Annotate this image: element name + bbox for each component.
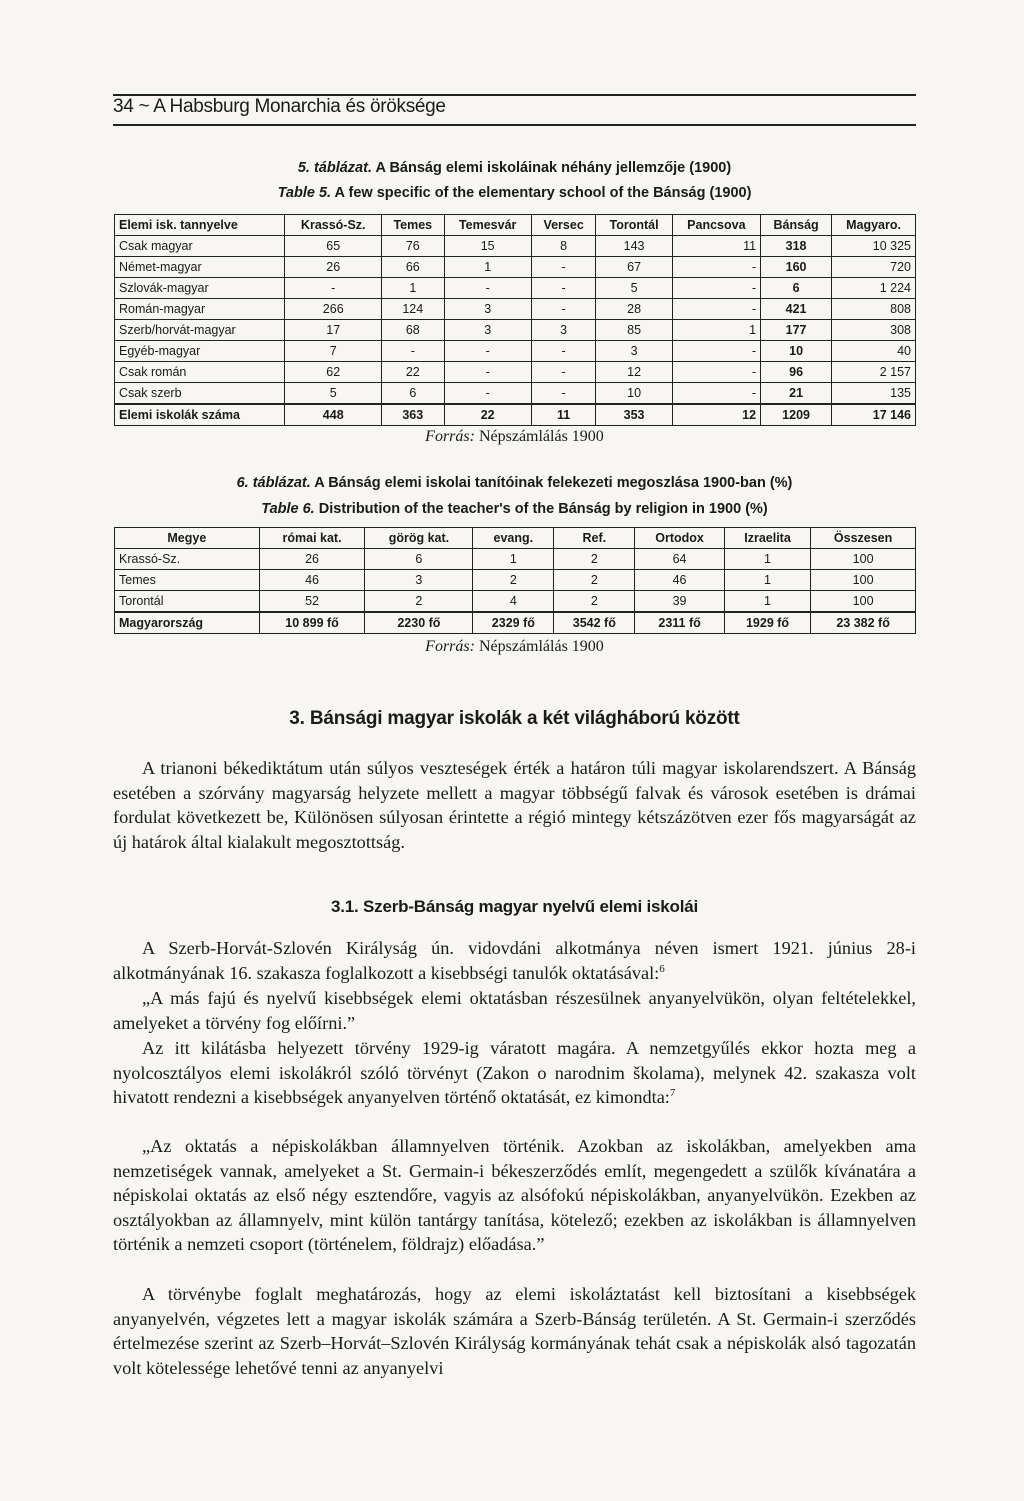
- table5: [114, 214, 916, 426]
- table5-cell: -: [672, 278, 760, 299]
- table6-label-en: Table 6.: [261, 501, 315, 517]
- table5-cell: 12: [596, 362, 672, 383]
- table5-cell: 266: [285, 299, 382, 320]
- table5-cell: 720: [832, 257, 916, 278]
- table5-cell: -: [531, 383, 596, 405]
- table5-row: [115, 362, 916, 383]
- table5-cell: 318: [761, 236, 832, 257]
- table5-cell: 124: [382, 299, 445, 320]
- table5-cell: 1: [444, 257, 531, 278]
- table5-cell: 10 325: [832, 236, 916, 257]
- table6-source-text: Népszámlálás 1900: [478, 638, 604, 655]
- table5-cell: -: [672, 299, 760, 320]
- table5-cell: 363: [382, 404, 445, 426]
- table5-cell: 15: [444, 236, 531, 257]
- table5-cell: -: [672, 383, 760, 405]
- table6-caption-hu: [113, 474, 916, 492]
- table6-cell: 100: [811, 549, 916, 570]
- table5-cell: 135: [832, 383, 916, 405]
- table5-row-label: Csak magyar: [115, 236, 285, 257]
- paragraph-2-text: A Szerb-Horvát-Szlovén Királyság ún. vidovdáni alkotmánya néven ismert 1921. június 28-i alkotmányának 16. szakasza foglalkozott a kisebbségi tanulók oktatásával:: [113, 938, 916, 983]
- table6-cell: 3: [365, 570, 473, 591]
- footnote-ref-6[interactable]: 6: [659, 962, 665, 975]
- table5-col-header: Bánság: [761, 215, 832, 236]
- paragraph-1: A trianoni békediktátum után súlyos veszteségek érték a határon túli magyar iskolarendszert. A Bánság esetében a szórvány magyarság helyzete mellett a magyar többségű falvak és városok esetében is drámai fordulat következett be, Különösen súlyosan érintette a régió mintegy kétszázötven ezer fős magyarságát az új határok által kialakult megosztottság.: [113, 758, 916, 852]
- table5-cell: 3: [444, 320, 531, 341]
- running-head: 34 ~ A Habsburg Monarchia és öröksége: [113, 96, 446, 117]
- table5-cell: -: [672, 341, 760, 362]
- table5-cell: 308: [832, 320, 916, 341]
- table5-cell: 3: [444, 299, 531, 320]
- paragraph-6: A törvénybe foglalt meghatározás, hogy az elemi iskoláztatást kell biztosítani a kisebbségek anyanyelvén, végzetes lett a magyar iskolák számára a Szerb-Bánság területén. A St. Germain-i szerződés értelmezése szerint az Szerb–Horvát–Szlovén Királyság kormányának tehát csak a népiskolák alsó tagozatán volt kötelessége lehetővé tenni az anyanyelvi: [113, 1284, 916, 1378]
- table5-col-header: Pancsova: [672, 215, 760, 236]
- table6-source-label: Forrás:: [425, 638, 475, 655]
- table5-cell: -: [444, 362, 531, 383]
- table5-cell: -: [531, 341, 596, 362]
- table5-body: [115, 236, 916, 426]
- table5-row: [115, 320, 916, 341]
- table6-row-label: Temes: [115, 570, 260, 591]
- table5-cell: 17: [285, 320, 382, 341]
- table5-cell: 62: [285, 362, 382, 383]
- table5-cell: 65: [285, 236, 382, 257]
- table5-source-label: Forrás:: [425, 428, 475, 445]
- table5-cell: 353: [596, 404, 672, 426]
- table5-cell: 22: [444, 404, 531, 426]
- paragraph-4: [113, 1036, 916, 1110]
- table6-col-header: evang.: [473, 528, 554, 549]
- table6-cell: 2311 fő: [635, 612, 725, 634]
- table6-cell: 1: [473, 549, 554, 570]
- table6-col-header: Izraelita: [724, 528, 810, 549]
- table5-cell: -: [444, 341, 531, 362]
- section-heading: 3. Bánsági magyar iskolák a két világháború között: [289, 708, 740, 729]
- table5-cell: 21: [761, 383, 832, 405]
- table5-col-header: Magyaro.: [832, 215, 916, 236]
- table6-cell: 64: [635, 549, 725, 570]
- table6-title-en: Distribution of the teacher's of the Bánság by religion in 1900 (%): [318, 501, 768, 517]
- paragraph-5-quote: „Az oktatás a népiskolákban államnyelven történik. Azokban az iskolákban, amelyekben ama nemzetiségek vannak, amelyeket a St. Germain-i békeszerződés említ, megengedett a szülők kívánatára a népiskolai oktatás az első négy esztendőre, vagyis az alsófokú népiskolákban, anyanyelvükön. Ezekben az osztályokban az államnyelv, mint külön tantárgy tanítása, kötelező; ezekben az iskolákban is államnyelven történik a nemzeti csoport (történelem, földrajz) előadása.”: [113, 1136, 916, 1255]
- table6-cell: 23 382 fő: [811, 612, 916, 634]
- table5-cell: 1: [382, 278, 445, 299]
- table6-col-header: Megye: [115, 528, 260, 549]
- table5-cell: 2 157: [832, 362, 916, 383]
- table5-cell: 5: [285, 383, 382, 405]
- table6-col-header: római kat.: [259, 528, 365, 549]
- table6-cell: 2230 fő: [365, 612, 473, 634]
- table5-title-en: A few specific of the elementary school of the Bánság (1900): [334, 185, 752, 201]
- table5-source: [113, 428, 916, 446]
- table6-col-header: Ref.: [554, 528, 635, 549]
- table6-col-header: Összesen: [811, 528, 916, 549]
- table5-row-label: Csak román: [115, 362, 285, 383]
- table5-cell: -: [285, 278, 382, 299]
- table5-row: [115, 257, 916, 278]
- table6-header-row: [115, 528, 916, 549]
- table5-col-header: Temes: [382, 215, 445, 236]
- table6-row-label: Magyarország: [115, 612, 260, 634]
- table5-col-header: Temesvár: [444, 215, 531, 236]
- table5-cell: 17 146: [832, 404, 916, 426]
- table6-cell: 4: [473, 591, 554, 613]
- subsection-heading: 3.1. Szerb-Bánság magyar nyelvű elemi iskolái: [330, 897, 699, 916]
- table5-cell: 10: [596, 383, 672, 405]
- table6-cell: 26: [259, 549, 365, 570]
- table6-caption-en: [113, 500, 916, 518]
- table5-cell: -: [531, 278, 596, 299]
- table6-cell: 100: [811, 570, 916, 591]
- table5-cell: 12: [672, 404, 760, 426]
- table5-cell: -: [531, 257, 596, 278]
- table6-cell: 100: [811, 591, 916, 613]
- table5-cell: 5: [596, 278, 672, 299]
- table5-col-header: Versec: [531, 215, 596, 236]
- table6-title-hu: A Bánság elemi iskolai tanítóinak felekezeti megoszlása 1900-ban (%): [314, 475, 793, 491]
- table5-row-label: Csak szerb: [115, 383, 285, 405]
- table6-cell: 2: [554, 591, 635, 613]
- table6-cell: 46: [635, 570, 725, 591]
- table5-row: [115, 236, 916, 257]
- table5-col-header: Torontál: [596, 215, 672, 236]
- table5-col-header: Elemi isk. tannyelve: [115, 215, 285, 236]
- header-rule-bottom: [113, 124, 916, 126]
- table5-cell: 11: [531, 404, 596, 426]
- table5-cell: 28: [596, 299, 672, 320]
- table6-cell: 2329 fő: [473, 612, 554, 634]
- table5-cell: 40: [832, 341, 916, 362]
- table6-cell: 2: [554, 570, 635, 591]
- table6-cell: 6: [365, 549, 473, 570]
- table5-row: [115, 383, 916, 405]
- table6-body: [115, 549, 916, 634]
- table5-row-label: Szerb/horvát-magyar: [115, 320, 285, 341]
- table5-row-label: Román-magyar: [115, 299, 285, 320]
- table6-source: [113, 638, 916, 656]
- table5-cell: 10: [761, 341, 832, 362]
- table5-source-text: Népszámlálás 1900: [478, 428, 604, 445]
- table5-cell: 7: [285, 341, 382, 362]
- table5-header-row: [115, 215, 916, 236]
- table5-caption-hu: [113, 159, 916, 177]
- table5-cell: -: [672, 362, 760, 383]
- table5-label-en: Table 5.: [277, 185, 332, 201]
- paragraph-4-text: Az itt kilátásba helyezett törvény 1929-ig váratott magára. A nemzetgyűlés ekkor hozta meg a nyolcosztályos elemi iskolákról szóló törvényt (Zakon o narodnim školama), melynek 42. szakasza volt hivatott rendezni a kisebbségek anyanyelven történő oktatását, ez kimondta:: [113, 1038, 916, 1108]
- table5-row-label: Egyéb-magyar: [115, 341, 285, 362]
- table5-cell: -: [444, 278, 531, 299]
- table5-cell: 66: [382, 257, 445, 278]
- table5-col-header: Krassó-Sz.: [285, 215, 382, 236]
- paragraph-2: [113, 936, 916, 985]
- table5-cell: -: [531, 299, 596, 320]
- table5-cell: 11: [672, 236, 760, 257]
- table5-cell: 1 224: [832, 278, 916, 299]
- table5-cell: 26: [285, 257, 382, 278]
- table6-cell: 39: [635, 591, 725, 613]
- table5-cell: 143: [596, 236, 672, 257]
- table5-cell: 1: [672, 320, 760, 341]
- table5-row: [115, 299, 916, 320]
- table5-cell: 160: [761, 257, 832, 278]
- table6-row: [115, 591, 916, 613]
- table5-cell: 85: [596, 320, 672, 341]
- table5-cell: 6: [761, 278, 832, 299]
- table6-row-label: Krassó-Sz.: [115, 549, 260, 570]
- table5-row: [115, 341, 916, 362]
- table6-cell: 46: [259, 570, 365, 591]
- table6-col-header: Ortodox: [635, 528, 725, 549]
- table5-cell: 22: [382, 362, 445, 383]
- table5-label-hu: 5. táblázat.: [297, 160, 372, 176]
- table6-cell: 2: [473, 570, 554, 591]
- table5-cell: 8: [531, 236, 596, 257]
- table5-row-label: Szlovák-magyar: [115, 278, 285, 299]
- table5-cell: 421: [761, 299, 832, 320]
- table5-row: [115, 278, 916, 299]
- table6-cell: 1929 fő: [724, 612, 810, 634]
- table5-cell: 67: [596, 257, 672, 278]
- table6-col-header: görög kat.: [365, 528, 473, 549]
- table5-row: [115, 404, 916, 426]
- table5-cell: 177: [761, 320, 832, 341]
- table5-cell: 808: [832, 299, 916, 320]
- table5-cell: 3: [596, 341, 672, 362]
- table5-cell: -: [382, 341, 445, 362]
- table5-cell: -: [672, 257, 760, 278]
- paragraph-3-quote: „A más fajú és nyelvű kisebbségek elemi oktatásban részesülnek anyanyelvükön, olyan feltételekkel, amelyeket a törvény fog előírni.”: [113, 988, 916, 1033]
- table6: [114, 527, 916, 634]
- table5-cell: 96: [761, 362, 832, 383]
- table6-row: [115, 570, 916, 591]
- table6-cell: 10 899 fő: [259, 612, 365, 634]
- table5-cell: -: [444, 383, 531, 405]
- table5-cell: 448: [285, 404, 382, 426]
- table6-cell: 1: [724, 591, 810, 613]
- table6-cell: 1: [724, 549, 810, 570]
- table5-row-label: Elemi iskolák száma: [115, 404, 285, 426]
- footnote-ref-7[interactable]: 7: [669, 1087, 676, 1100]
- table5-cell: 1209: [761, 404, 832, 426]
- table6-cell: 3542 fő: [554, 612, 635, 634]
- table6-cell: 2: [365, 591, 473, 613]
- table5-cell: 76: [382, 236, 445, 257]
- table5-cell: 68: [382, 320, 445, 341]
- table5-row-label: Német-magyar: [115, 257, 285, 278]
- table5-cell: 3: [531, 320, 596, 341]
- table6-row: [115, 549, 916, 570]
- table6-cell: 1: [724, 570, 810, 591]
- table5-cell: 6: [382, 383, 445, 405]
- table5-caption-en: [113, 184, 916, 202]
- table6-cell: 2: [554, 549, 635, 570]
- table6-label-hu: 6. táblázat.: [236, 475, 311, 491]
- table6-cell: 52: [259, 591, 365, 613]
- table6-row: [115, 612, 916, 634]
- table5-cell: -: [531, 362, 596, 383]
- table6-row-label: Torontál: [115, 591, 260, 613]
- table5-title-hu: A Bánság elemi iskoláinak néhány jellemzője (1900): [375, 160, 732, 176]
